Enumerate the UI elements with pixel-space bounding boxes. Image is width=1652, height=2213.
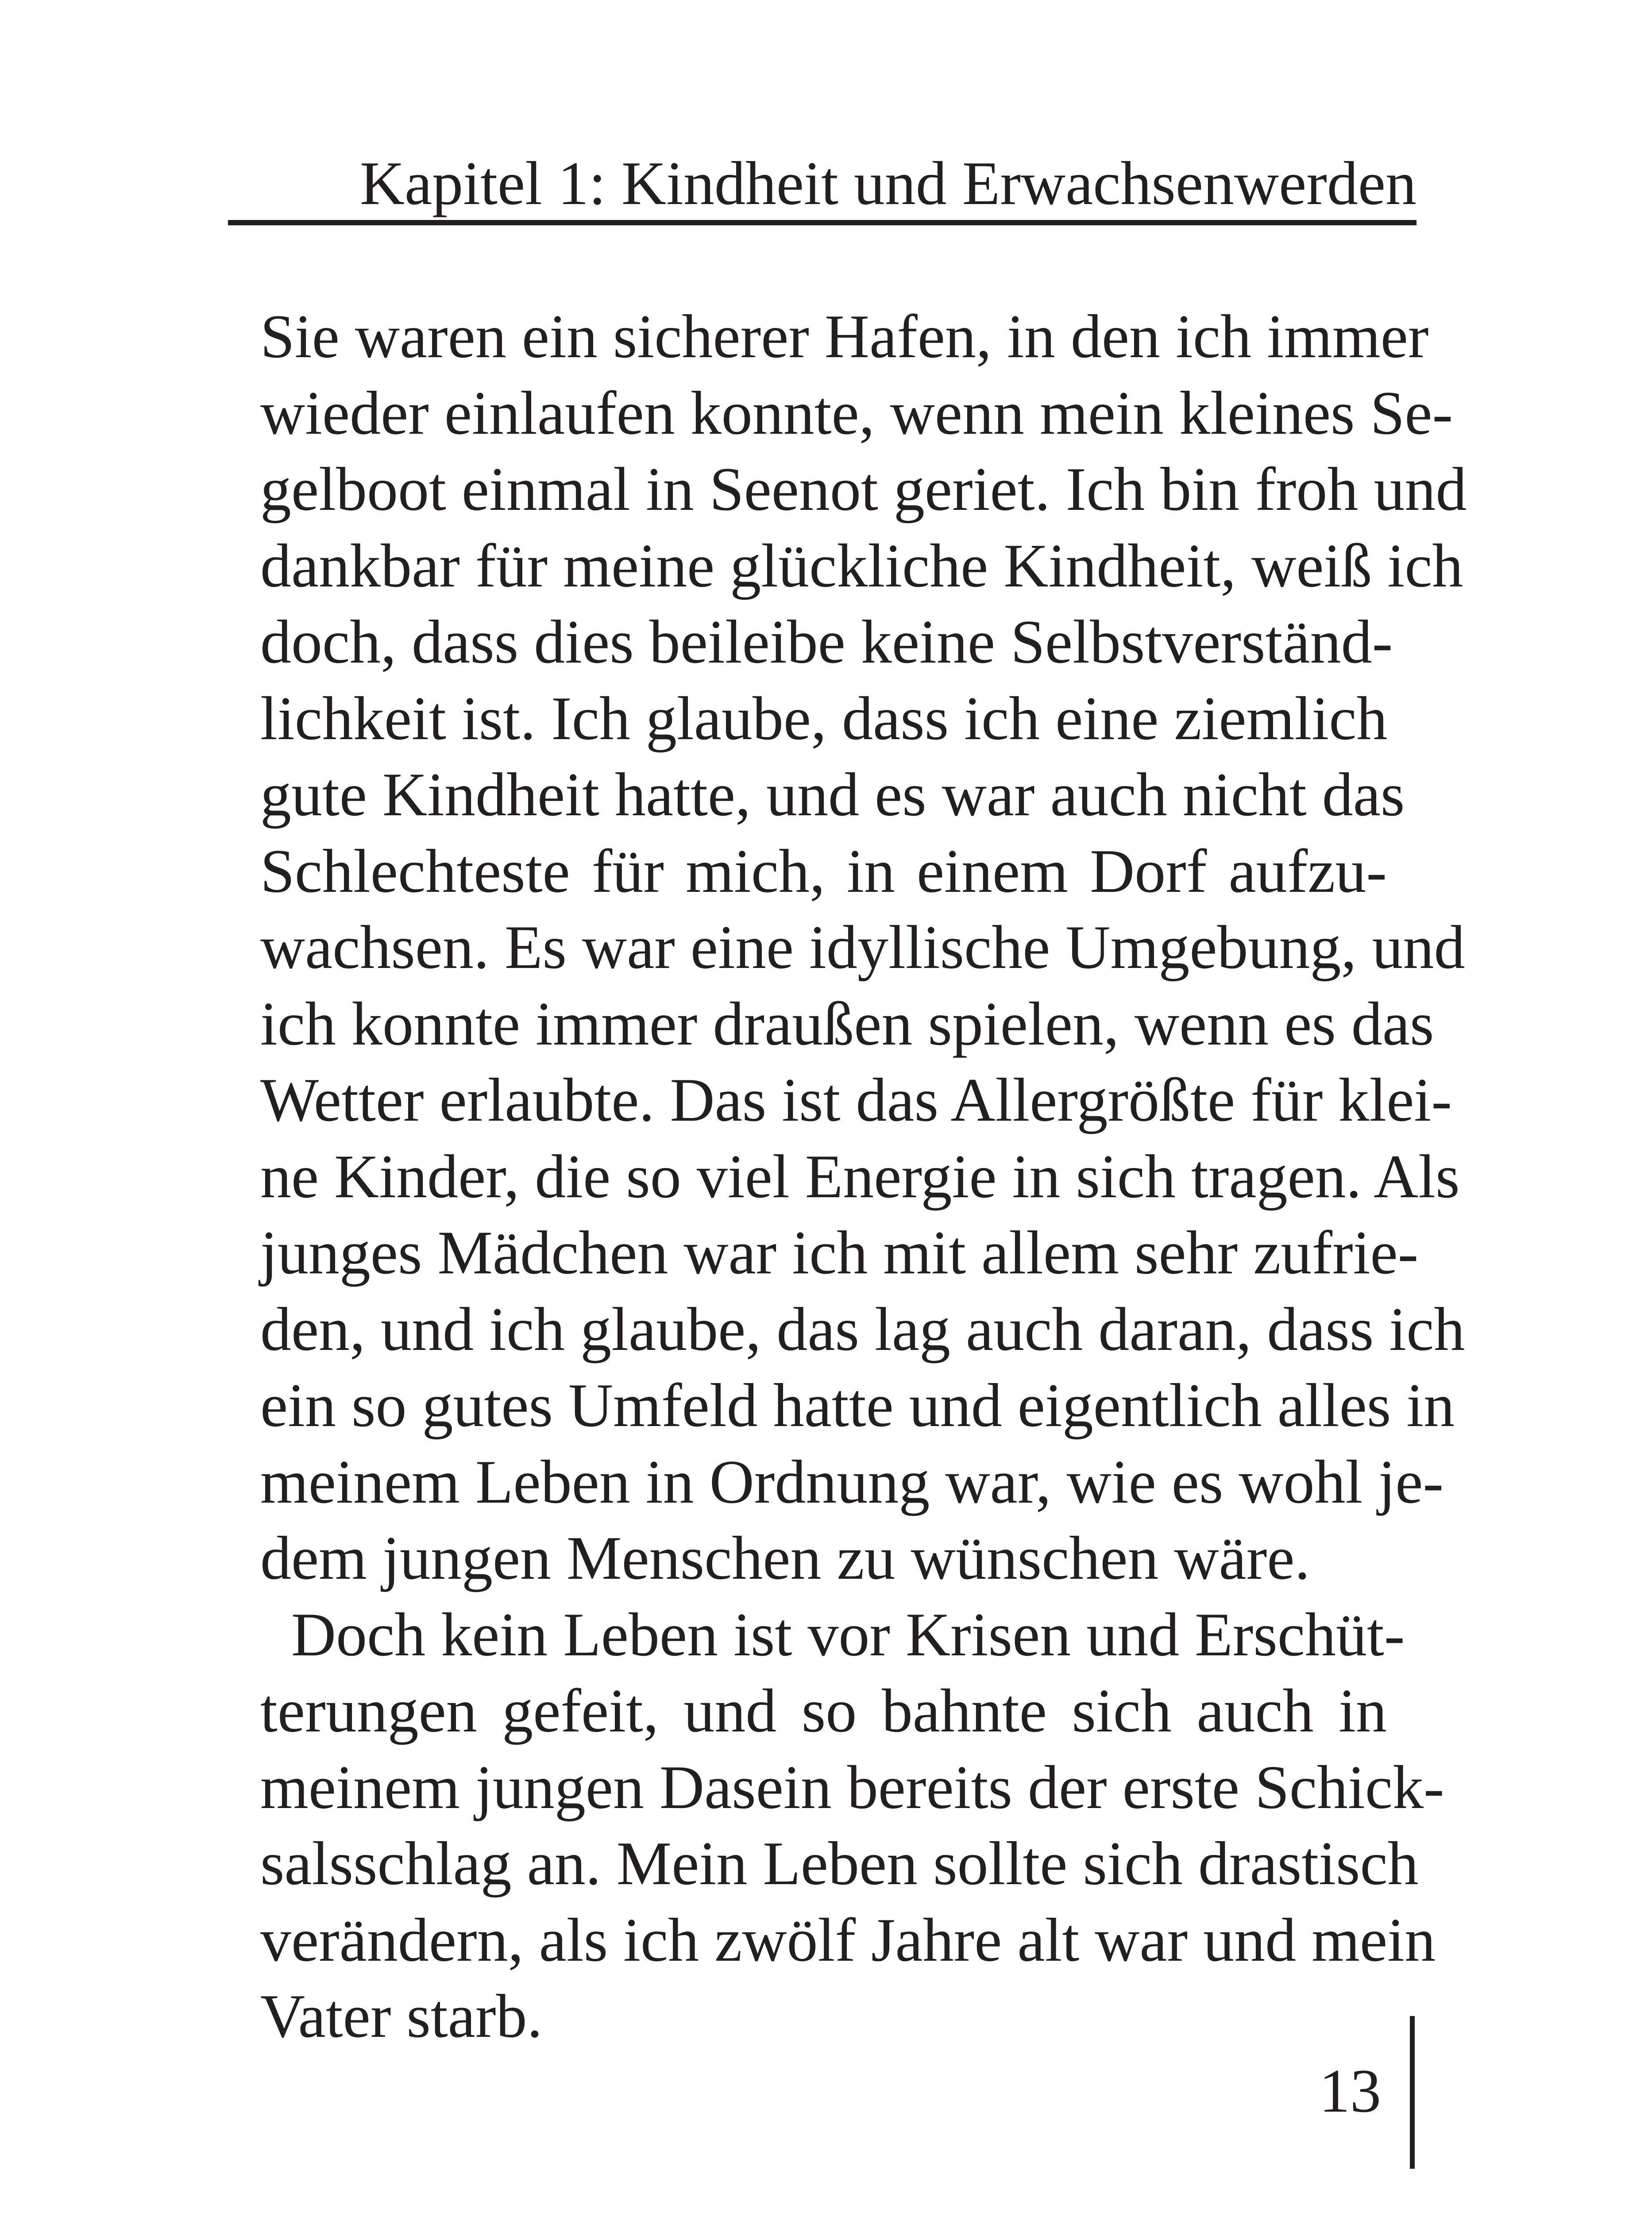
- page-number-rule: [1410, 2016, 1415, 2169]
- text-line: Vater starb.: [260, 1982, 543, 2051]
- text-line: terungen gefeit, und so bahnte sich auch in: [260, 1677, 1387, 1745]
- text-line: Doch kein Leben ist vor Krisen und Erschüt-: [291, 1600, 1405, 1669]
- text-line: ein so gutes Umfeld hatte und eigentlich alles in: [260, 1371, 1455, 1440]
- body-text: [260, 299, 1467, 2055]
- text-line: ich konnte immer draußen spielen, wenn es das: [260, 989, 1434, 1058]
- text-line: salsschlag an. Mein Leben sollte sich drastisch: [260, 1829, 1419, 1898]
- text-line: Wetter erlaubte. Das ist das Allergrößte für klei-: [260, 1066, 1452, 1134]
- text-line: dem jungen Menschen zu wünschen wäre.: [260, 1524, 1310, 1592]
- text-line: lichkeit ist. Ich glaube, dass ich eine ziemlich: [260, 684, 1388, 753]
- text-line: wieder einlaufen konnte, wenn mein kleines Se-: [260, 378, 1453, 447]
- text-line: gute Kindheit hatte, und es war auch nicht das: [260, 760, 1405, 829]
- text-line: meinem jungen Dasein bereits der erste Schick-: [260, 1753, 1444, 1822]
- page-number: 13: [1319, 2057, 1381, 2125]
- text-line: meinem Leben in Ordnung war, wie es wohl je-: [260, 1447, 1444, 1516]
- running-header-title: Kapitel 1: Kindheit und Erwachsenwerden: [359, 149, 1417, 218]
- text-line: doch, dass dies beileibe keine Selbstverständ-: [260, 608, 1393, 676]
- text-line: Sie waren ein sicherer Hafen, in den ich immer: [260, 302, 1429, 371]
- text-line: junges Mädchen war ich mit allem sehr zufrie-: [260, 1218, 1419, 1287]
- text-line: dankbar für meine glückliche Kindheit, weiß ich: [260, 531, 1463, 600]
- text-line: gelboot einmal in Seenot geriet. Ich bin froh und: [260, 455, 1467, 524]
- header-rule: [228, 220, 1417, 225]
- text-line: den, und ich glaube, das lag auch daran, dass ich: [260, 1295, 1465, 1364]
- text-line: verändern, als ich zwölf Jahre alt war und mein: [260, 1905, 1436, 1974]
- text-line: ne Kinder, die so viel Energie in sich tragen. Als: [260, 1142, 1460, 1211]
- text-line: wachsen. Es war eine idyllische Umgebung, und: [260, 913, 1465, 982]
- text-line: Schlechteste für mich, in einem Dorf aufzu-: [260, 837, 1387, 906]
